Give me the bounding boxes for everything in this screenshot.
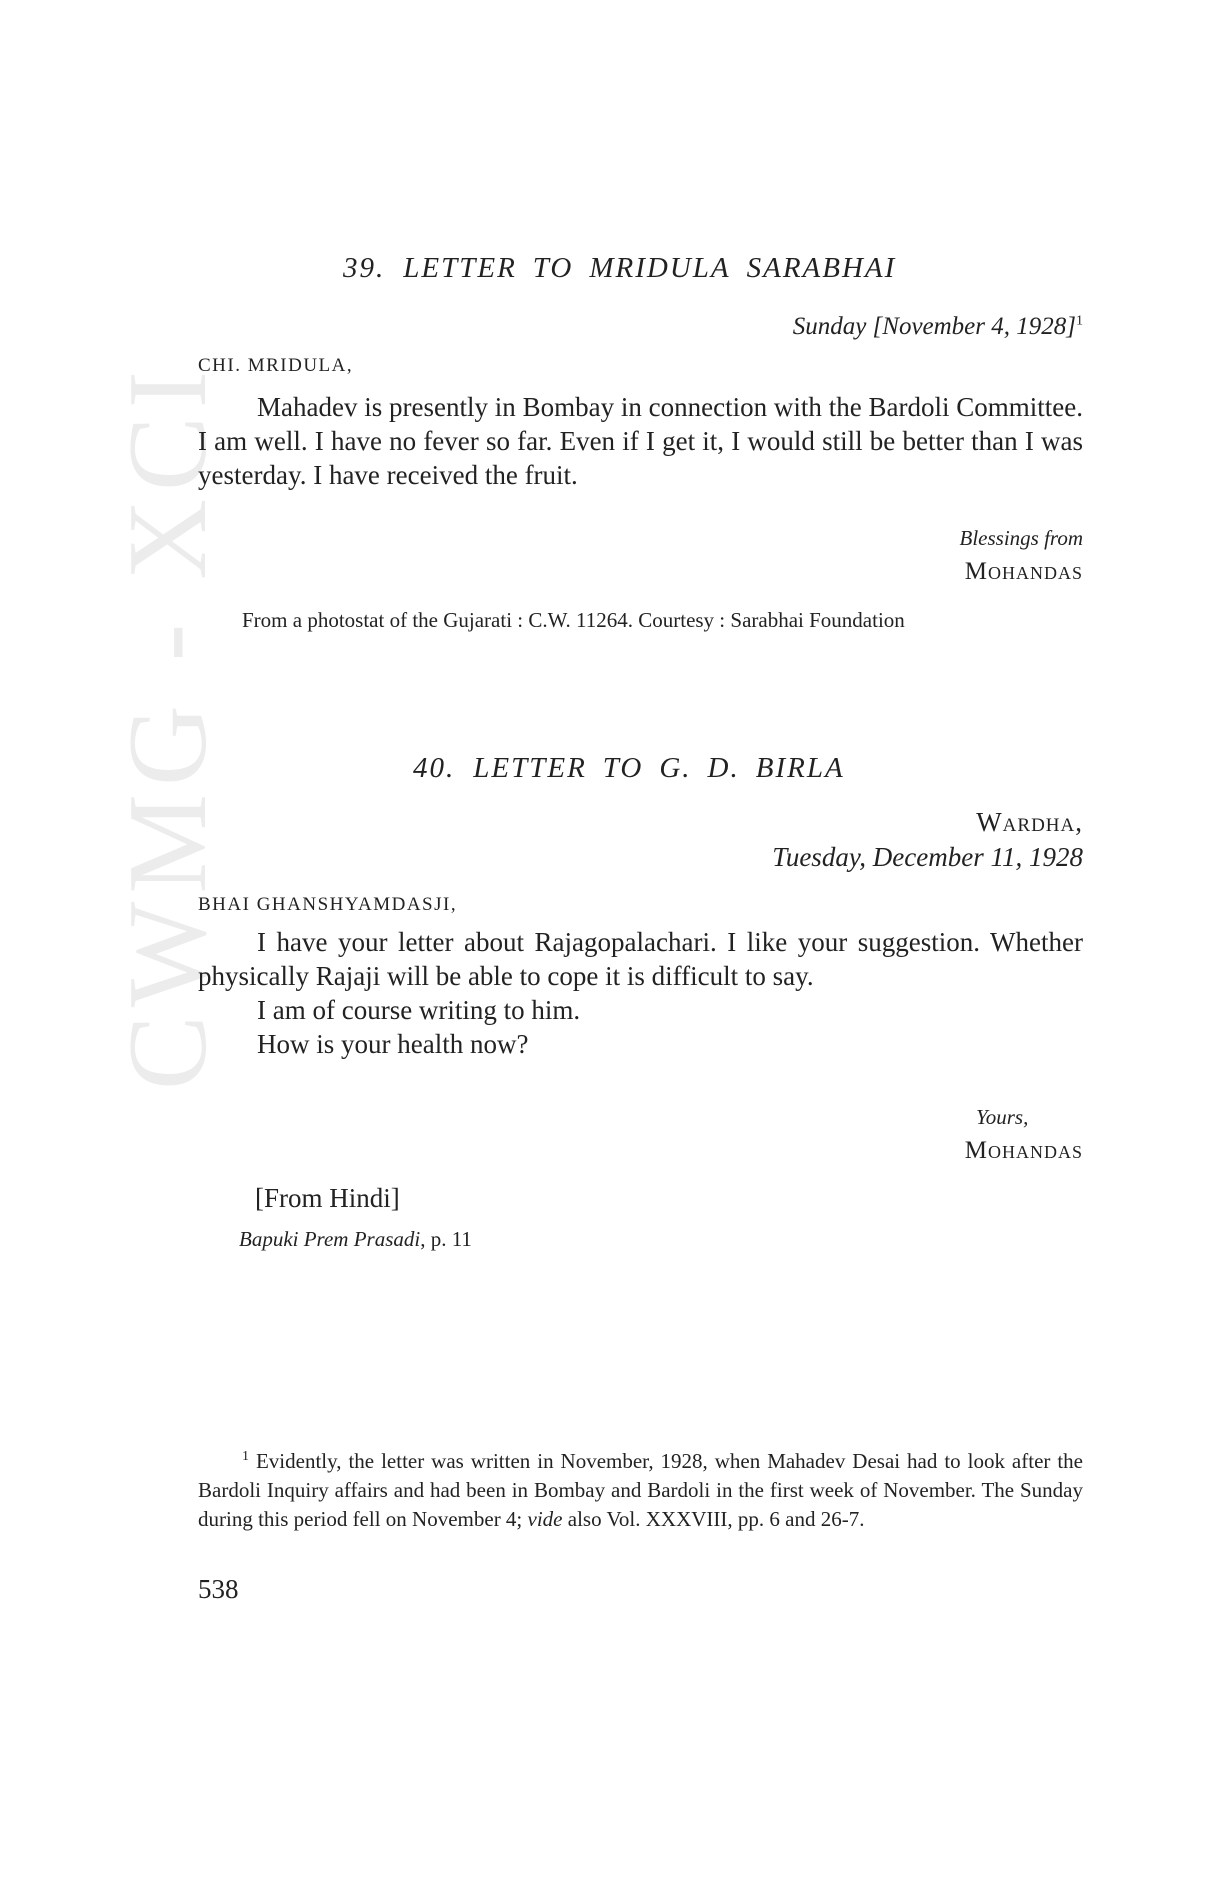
footnote-ref: 1 (1076, 313, 1083, 329)
source-book-title: Bapuki Prem Prasadi (239, 1227, 421, 1251)
letter-39-number: 39. (343, 252, 386, 284)
title-word: LETTER (403, 252, 517, 284)
title-word: TO (602, 752, 644, 784)
letter-40-source (239, 1227, 472, 1252)
letter-40-title (413, 752, 845, 785)
footnote-text (198, 1442, 1083, 1534)
title-word: G. (659, 752, 692, 784)
page-number: 538 (198, 1574, 239, 1604)
letter-39-body (198, 390, 1083, 492)
paragraph: I am of course writing to him. (257, 995, 581, 1025)
title-word: TO (532, 252, 574, 284)
letter-39-source (198, 603, 1083, 637)
letter-39-title (343, 252, 896, 285)
title-word: MRIDULA (589, 252, 731, 284)
title-word: SARABHAI (746, 252, 897, 284)
footnote-vide: vide (527, 1507, 563, 1531)
source-citation: From a photostat of the Gujarati : C.W. 11264. Courtesy : Sarabhai Foundation (242, 608, 905, 632)
title-word: D. (707, 752, 740, 784)
title-word: LETTER (473, 752, 587, 784)
watermark: CWMG - XCI (106, 362, 230, 1090)
letter-40-salutation: BHAI GHANSHYAMDASJI, (198, 894, 458, 915)
letter-39-closing: Blessings from (959, 526, 1083, 550)
letter-40-date: Tuesday, December 11, 1928 (772, 842, 1083, 872)
letter-39-date (793, 313, 1083, 341)
paragraph: Mahadev is presently in Bombay in connection with the Bardoli Committee. I am well. I have no fever so far. Even if I get it, I would still be better than I was yesterday. I have received the fruit. (198, 392, 1083, 490)
letter-40-place: Wardha, (976, 807, 1083, 837)
paragraph: I have your letter about Rajagopalachari. I like your suggestion. Whether physically Rajaji will be able to cope it is difficult to say. (198, 927, 1083, 991)
source-page: , p. 11 (420, 1227, 472, 1251)
footnote-marker: 1 (242, 1449, 249, 1464)
date-text: Sunday [November 4, 1928] (792, 313, 1076, 340)
letter-40-body (198, 925, 1083, 1061)
letter-40-source-language: [From Hindi] (255, 1183, 400, 1213)
letter-40-number: 40. (413, 752, 456, 784)
footnote-body: Evidently, the letter was written in November, 1928, when Mahadev Desai had to look after the Bardoli Inquiry affairs and had been in Bombay and Bardoli in the first week of November. The Sunday during this period fell on November 4; (198, 1449, 1083, 1531)
letter-40-signature: Mohandas (964, 1137, 1083, 1164)
paragraph: How is your health now? (257, 1029, 529, 1059)
letter-40-closing: Yours, (976, 1105, 1029, 1129)
letter-39-salutation: CHI. MRIDULA, (198, 355, 354, 376)
footnote-body-end: also Vol. XXXVIII, pp. 6 and 26-7. (562, 1507, 865, 1531)
footnote (198, 1442, 1083, 1534)
letter-39-signature: Mohandas (964, 558, 1083, 585)
title-word: BIRLA (755, 752, 845, 784)
